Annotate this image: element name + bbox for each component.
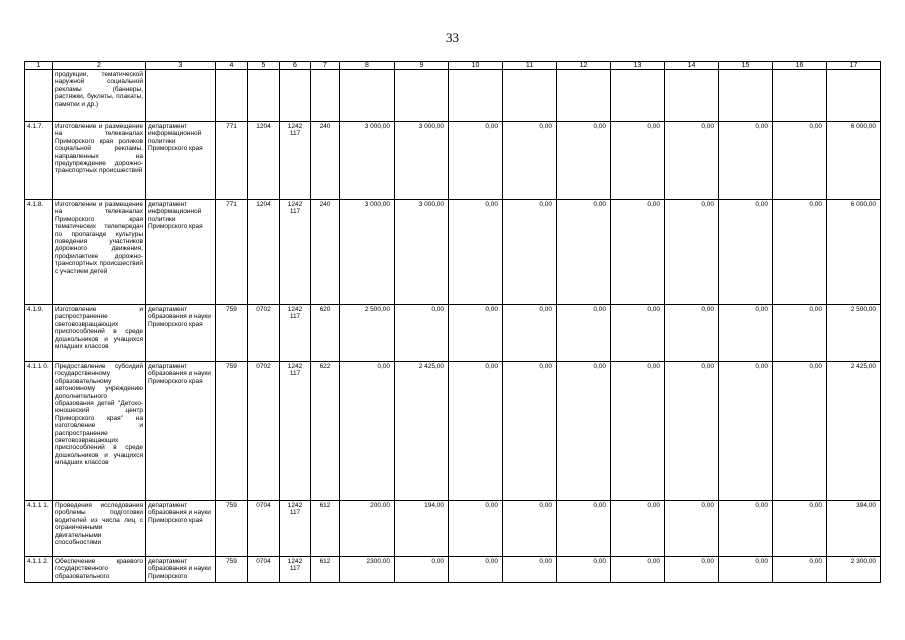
executor-department: департамент образования и науки Приморского края: [146, 305, 216, 362]
amount-cell: 0,00: [773, 200, 827, 305]
amount-cell: [611, 70, 665, 122]
total-cell: 2 425,00: [827, 362, 881, 501]
column-header: 15: [719, 62, 773, 70]
column-number-row: [25, 62, 881, 70]
amount-cell: 0,00: [503, 200, 557, 305]
code-cell: 1242 117: [280, 122, 311, 200]
column-header: 11: [503, 62, 557, 70]
total-cell: 6 000,00: [827, 200, 881, 305]
amount-cell: 0,00: [611, 305, 665, 362]
amount-cell: [557, 70, 611, 122]
amount-cell: 194,00: [395, 501, 449, 557]
amount-cell: [503, 70, 557, 122]
code-cell: 0704: [248, 501, 280, 557]
code-cell: 612: [311, 501, 340, 557]
amount-cell: 3 000,00: [340, 122, 395, 200]
row-number: 4.1.1 0.: [25, 362, 53, 501]
amount-cell: 0,00: [557, 501, 611, 557]
amount-cell: 0,00: [503, 501, 557, 557]
code-cell: 1204: [248, 200, 280, 305]
amount-cell: 0,00: [611, 501, 665, 557]
code-cell: 0704: [248, 557, 280, 583]
amount-cell: 0,00: [557, 362, 611, 501]
column-header: 9: [395, 62, 449, 70]
code-cell: 759: [216, 501, 248, 557]
column-header: 1: [25, 62, 53, 70]
code-cell: [216, 70, 248, 122]
activity-name: Изготовление и распространение световозвращающих приспособлений в среде дошкольников и учащихся младших классов: [53, 305, 146, 362]
total-cell: 2 300,00: [827, 557, 881, 583]
amount-cell: 0,00: [719, 122, 773, 200]
column-header: 5: [248, 62, 280, 70]
activity-name: Изготовление и размещение на телеканалах Приморского края роликов социальной рекламы, направленных на предупреждение дорожно-транспортных происшествий: [53, 122, 146, 200]
code-cell: 0702: [248, 305, 280, 362]
amount-cell: 0,00: [773, 122, 827, 200]
table-row: [25, 122, 881, 200]
executor-department: департамент информационной политики Приморского края: [146, 122, 216, 200]
table-row: [25, 557, 881, 583]
column-header: 8: [340, 62, 395, 70]
executor-department: департамент образования и науки Приморского края: [146, 501, 216, 557]
amount-cell: 2300,00: [340, 557, 395, 583]
amount-cell: 0,00: [665, 122, 719, 200]
column-header: 13: [611, 62, 665, 70]
amount-cell: 0,00: [665, 305, 719, 362]
column-header: 4: [216, 62, 248, 70]
amount-cell: 200,00: [340, 501, 395, 557]
column-header: 7: [311, 62, 340, 70]
amount-cell: 0,00: [773, 501, 827, 557]
executor-department: департамент образования и науки Приморского: [146, 557, 216, 583]
activity-name: Предоставление субсидий государственному образовательному автономному учреждению дополнительного образования детей "Детско-юношеский центр Приморского края" на изготовление и распространение световозвращающих приспособлений в среде дошкольников и учащихся младших классов: [53, 362, 146, 501]
amount-cell: 0,00: [719, 557, 773, 583]
amount-cell: 0,00: [395, 305, 449, 362]
code-cell: 759: [216, 362, 248, 501]
amount-cell: 0,00: [340, 362, 395, 501]
column-header: 12: [557, 62, 611, 70]
code-cell: 612: [311, 557, 340, 583]
amount-cell: 0,00: [449, 362, 503, 501]
amount-cell: 0,00: [773, 305, 827, 362]
amount-cell: 0,00: [773, 557, 827, 583]
table-row: [25, 362, 881, 501]
amount-cell: 0,00: [719, 305, 773, 362]
amount-cell: 0,00: [503, 557, 557, 583]
code-cell: 240: [311, 200, 340, 305]
amount-cell: 0,00: [611, 362, 665, 501]
amount-cell: 0,00: [449, 122, 503, 200]
amount-cell: 0,00: [557, 305, 611, 362]
table-row: [25, 305, 881, 362]
amount-cell: 0,00: [611, 122, 665, 200]
amount-cell: 0,00: [611, 557, 665, 583]
total-cell: 394,00: [827, 501, 881, 557]
amount-cell: 0,00: [557, 122, 611, 200]
table-row: [25, 200, 881, 305]
amount-cell: 3 000,00: [395, 122, 449, 200]
executor-department: департамент образования и науки Приморского края: [146, 362, 216, 501]
code-cell: [280, 70, 311, 122]
amount-cell: 0,00: [449, 501, 503, 557]
amount-cell: [340, 70, 395, 122]
amount-cell: 0,00: [665, 501, 719, 557]
amount-cell: 0,00: [449, 557, 503, 583]
row-number: 4.1.7.: [25, 122, 53, 200]
code-cell: 771: [216, 200, 248, 305]
amount-cell: 0,00: [557, 200, 611, 305]
amount-cell: 0,00: [773, 362, 827, 501]
amount-cell: 0,00: [665, 362, 719, 501]
column-header: 6: [280, 62, 311, 70]
amount-cell: 0,00: [719, 200, 773, 305]
total-cell: 6 000,00: [827, 122, 881, 200]
amount-cell: [719, 70, 773, 122]
amount-cell: 0,00: [503, 305, 557, 362]
column-header: 14: [665, 62, 719, 70]
code-cell: 620: [311, 305, 340, 362]
amount-cell: 2 425,00: [395, 362, 449, 501]
amount-cell: 0,00: [611, 200, 665, 305]
activity-name: Изготовление и размещение на телеканалах Приморского края тематических телепередач по пропаганде культуры поведения участников дорожного движения, профилактике дорожно-транспортных происшествий с участием детей: [53, 200, 146, 305]
amount-cell: 0,00: [665, 200, 719, 305]
amount-cell: 0,00: [719, 362, 773, 501]
code-cell: 1242 117: [280, 305, 311, 362]
total-cell: [827, 70, 881, 122]
amount-cell: 3 000,00: [395, 200, 449, 305]
column-header: 3: [146, 62, 216, 70]
code-cell: 1242 117: [280, 362, 311, 501]
amount-cell: 0,00: [395, 557, 449, 583]
amount-cell: 0,00: [503, 122, 557, 200]
page-number: 33: [446, 30, 459, 45]
column-header: 16: [773, 62, 827, 70]
executor-department: департамент информационной политики Приморского края: [146, 200, 216, 305]
amount-cell: [665, 70, 719, 122]
code-cell: 0702: [248, 362, 280, 501]
table-row: [25, 70, 881, 122]
row-number: 4.1.1 2.: [25, 557, 53, 583]
amount-cell: 0,00: [503, 362, 557, 501]
amount-cell: 0,00: [665, 557, 719, 583]
amount-cell: [773, 70, 827, 122]
executor-department: [146, 70, 216, 122]
amount-cell: 0,00: [557, 557, 611, 583]
amount-cell: [449, 70, 503, 122]
code-cell: 1242 117: [280, 200, 311, 305]
code-cell: 622: [311, 362, 340, 501]
code-cell: 1242 117: [280, 557, 311, 583]
total-cell: 2 500,00: [827, 305, 881, 362]
activity-name: Проведения исследования проблемы подготовки водителей из числа лиц с ограниченными двигательными способностями: [53, 501, 146, 557]
row-number: 4.1.8.: [25, 200, 53, 305]
code-cell: 759: [216, 305, 248, 362]
activity-name: продукции, тематической наружной социальной рекламы (баннеры, растяжки, буклеты, плакаты, памятки и др.): [53, 70, 146, 122]
code-cell: 759: [216, 557, 248, 583]
amount-cell: 2 500,00: [340, 305, 395, 362]
amount-cell: 0,00: [449, 200, 503, 305]
code-cell: 771: [216, 122, 248, 200]
amount-cell: 0,00: [719, 501, 773, 557]
column-header: 10: [449, 62, 503, 70]
row-number: [25, 70, 53, 122]
code-cell: 1204: [248, 122, 280, 200]
table-row: [25, 501, 881, 557]
row-number: 4.1.1 1.: [25, 501, 53, 557]
activity-name: Обеспечение краевого государственного образовательного: [53, 557, 146, 583]
amount-cell: 3 000,00: [340, 200, 395, 305]
row-number: 4.1.9.: [25, 305, 53, 362]
column-header: 17: [827, 62, 881, 70]
amount-cell: 0,00: [449, 305, 503, 362]
code-cell: [311, 70, 340, 122]
budget-table: [24, 61, 881, 583]
code-cell: [248, 70, 280, 122]
column-header: 2: [53, 62, 146, 70]
code-cell: 240: [311, 122, 340, 200]
code-cell: 1242 117: [280, 501, 311, 557]
amount-cell: [395, 70, 449, 122]
